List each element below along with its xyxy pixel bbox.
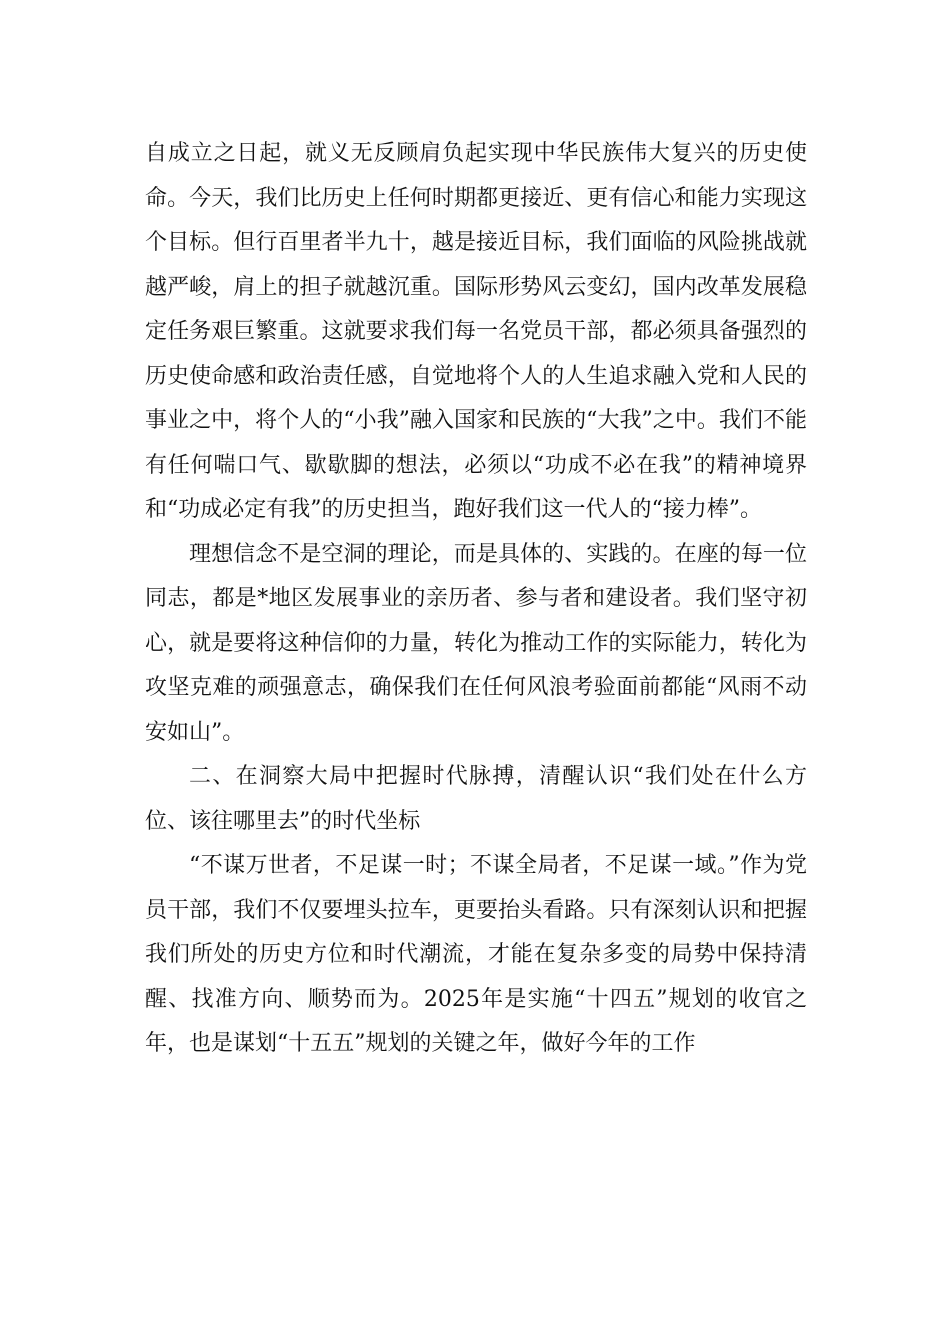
paragraph-mission: 自成立之日起，就义无反顾肩负起实现中华民族伟大复兴的历史使命。今天，我们比历史上任何时期都更接近、更有信心和能力实现这个目标。但行百里者半九十，越是接近目标，我们面临的风险挑战就越严峻，肩上的担子就越沉重。国际形势风云变幻，国内改革发展稳定任务艰巨繁重。这就要求我们每一名党员干部，都必须具备强烈的历史使命感和政治责任感，自觉地将个人的人生追求融入党和人民的事业之中，将个人的“小我”融入国家和民族的“大我”之中。我们不能有任何喘口气、歇歇脚的想法，必须以“功成不必在我”的精神境界和“功成必定有我”的历史担当，跑好我们这一代人的“接力棒”。	[145, 141, 807, 522]
paragraph-ideals: 理想信念不是空洞的理论，而是具体的、实践的。在座的每一位同志，都是*地区发展事业的亲历者、参与者和建设者。我们坚守初心，就是要将这种信仰的力量，转化为推动工作的实际能力，转化为攻坚克难的顽强意志，确保我们在任何风浪考验面前都能“风雨不动安如山”。	[145, 541, 807, 745]
section-heading-two: 二、在洞察大局中把握时代脉搏，清醒认识“我们处在什么方位、该往哪里去”的时代坐标	[145, 764, 807, 834]
paragraph-overall-situation: “不谋万世者，不足谋一时；不谋全局者，不足谋一域。”作为党员干部，我们不仅要埋头拉车，更要抬头看路。只有深刻认识和把握我们所处的历史方位和时代潮流，才能在复杂多变的局势中保持清醒、找准方向、顺势而为。2025年是实施“十四五”规划的收官之年，也是谋划“十五五”规划的关键之年，做好今年的工作	[145, 853, 807, 1056]
document-body	[145, 132, 807, 1067]
